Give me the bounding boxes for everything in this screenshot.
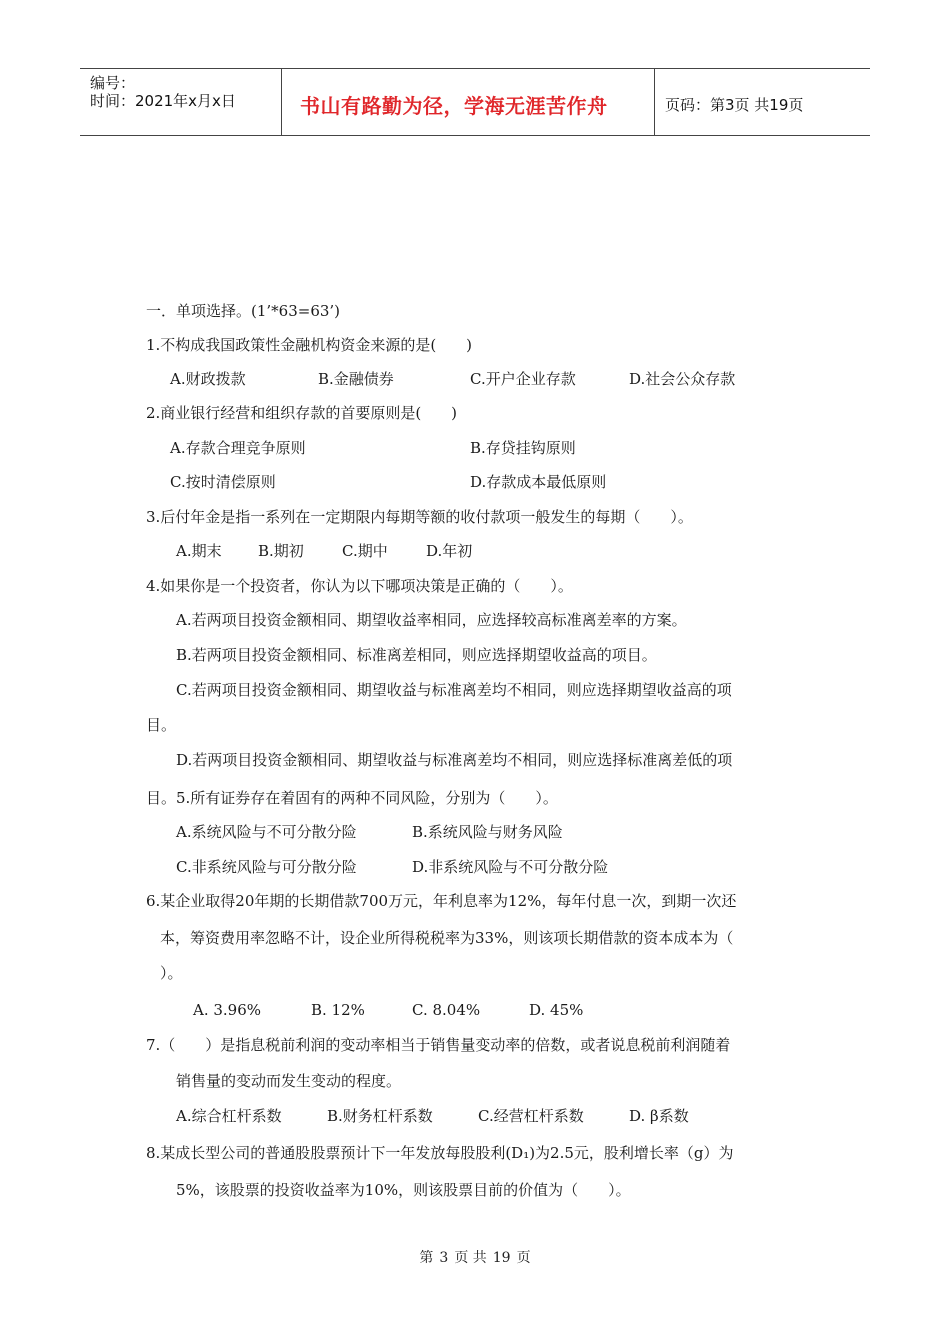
header-top-rule xyxy=(80,68,870,69)
question-4-option-b: B.若两项目投资金额相同、标准离差相同，则应选择期望收益高的项目。 xyxy=(176,646,657,664)
question-4-stem: 4.如果你是一个投资者，你认为以下哪项决策是正确的（ ）。 xyxy=(146,577,573,595)
question-5-option-d: D.非系统风险与不可分散分险 xyxy=(412,858,609,876)
header-slogan: 书山有路勤为径，学海无涯苦作舟 xyxy=(300,94,608,118)
question-4-option-c: C.若两项目投资金额相同、期望收益与标准离差均不相同，则应选择期望收益高的项 xyxy=(176,681,732,699)
question-5-option-a: A.系统风险与不可分散分险 xyxy=(176,823,357,841)
question-7-stem-line-2: 销售量的变动而发生变动的程度。 xyxy=(176,1072,402,1090)
question-1-stem: 1.不构成我国政策性金融机构资金来源的是( ) xyxy=(146,336,473,354)
footer-total-pages: 19 xyxy=(492,1250,511,1266)
document-date-label: 时间：2021年x月x日 xyxy=(90,92,236,110)
question-6-option-d: D. 45% xyxy=(529,1001,584,1019)
question-3-option-d: D.年初 xyxy=(426,542,473,560)
question-4-option-c-cont: 目。 xyxy=(146,716,177,734)
footer-mid: 页 共 xyxy=(454,1250,487,1266)
footer-prefix: 第 xyxy=(419,1250,434,1266)
question-6-stem-line-3: ）。 xyxy=(160,964,183,982)
question-1-option-c: C.开户企业存款 xyxy=(470,370,576,388)
question-5-option-b: B.系统风险与财务风险 xyxy=(412,823,563,841)
question-2-option-b: B.存贷挂钩原则 xyxy=(470,439,576,457)
question-6-stem-line-2: 本，筹资费用率忽略不计，设企业所得税税率为33%，则该项长期借款的资本成本为（ xyxy=(160,929,734,947)
question-1-option-d: D.社会公众存款 xyxy=(629,370,736,388)
question-4-option-a: A.若两项目投资金额相同、期望收益率相同，应选择较高标准离差率的方案。 xyxy=(176,611,687,629)
question-6-option-a: A. 3.96% xyxy=(193,1001,262,1019)
question-2-option-d: D.存款成本最低原则 xyxy=(470,473,607,491)
footer-page-number: 3 xyxy=(439,1250,449,1266)
question-7-stem-line-1: 7.（ ）是指息税前利润的变动率相当于销售量变动率的倍数，或者说息税前利润随着 xyxy=(146,1036,731,1054)
question-6-option-b: B. 12% xyxy=(311,1001,365,1019)
question-1-option-a: A.财政拨款 xyxy=(170,370,246,388)
section-title: 一．单项选择。(1’*63=63’) xyxy=(146,302,341,320)
page-footer xyxy=(0,1247,950,1267)
question-1-option-b: B.金融债券 xyxy=(318,370,394,388)
question-3-stem: 3.后付年金是指一系列在一定期限内每期等额的收付款项一般发生的每期（ ）。 xyxy=(146,508,693,526)
question-5-option-c: C.非系统风险与可分散分险 xyxy=(176,858,357,876)
question-3-option-a: A.期末 xyxy=(176,542,222,560)
question-3-option-b: B.期初 xyxy=(258,542,304,560)
question-7-option-d: D. β系数 xyxy=(629,1107,689,1125)
question-8-stem-line-1: 8.某成长型公司的普通股股票预计下一年发放每股股利(D₁)为2.5元，股利增长率（g）为 xyxy=(146,1144,734,1162)
question-7-option-b: B.财务杠杆系数 xyxy=(327,1107,433,1125)
question-4-option-d: D.若两项目投资金额相同、期望收益与标准离差均不相同，则应选择标准离差低的项 xyxy=(176,751,733,769)
question-3-option-c: C.期中 xyxy=(342,542,388,560)
question-5-stem: 目。5.所有证券存在着固有的两种不同风险，分别为（ ）。 xyxy=(146,789,558,807)
header-divider-left xyxy=(281,68,282,136)
question-7-option-a: A.综合杠杆系数 xyxy=(176,1107,282,1125)
question-6-stem-line-1: 6.某企业取得20年期的长期借款700万元，年利息率为12%，每年付息一次，到期一次还 xyxy=(146,892,737,910)
header-page-label: 页码：第3页 共19页 xyxy=(665,96,804,114)
question-6-option-c: C. 8.04% xyxy=(412,1001,481,1019)
question-7-option-c: C.经营杠杆系数 xyxy=(478,1107,584,1125)
document-code-label: 编号： xyxy=(90,74,136,92)
header-divider-right xyxy=(654,68,655,136)
question-8-stem-line-2: 5%，该股票的投资收益率为10%，则该股票目前的价值为（ ）。 xyxy=(176,1181,631,1199)
question-2-stem: 2.商业银行经营和组织存款的首要原则是( ) xyxy=(146,404,458,422)
footer-suffix: 页 xyxy=(516,1250,531,1266)
question-2-option-a: A.存款合理竞争原则 xyxy=(170,439,306,457)
question-2-option-c: C.按时清偿原则 xyxy=(170,473,276,491)
header-bottom-rule xyxy=(80,135,870,136)
